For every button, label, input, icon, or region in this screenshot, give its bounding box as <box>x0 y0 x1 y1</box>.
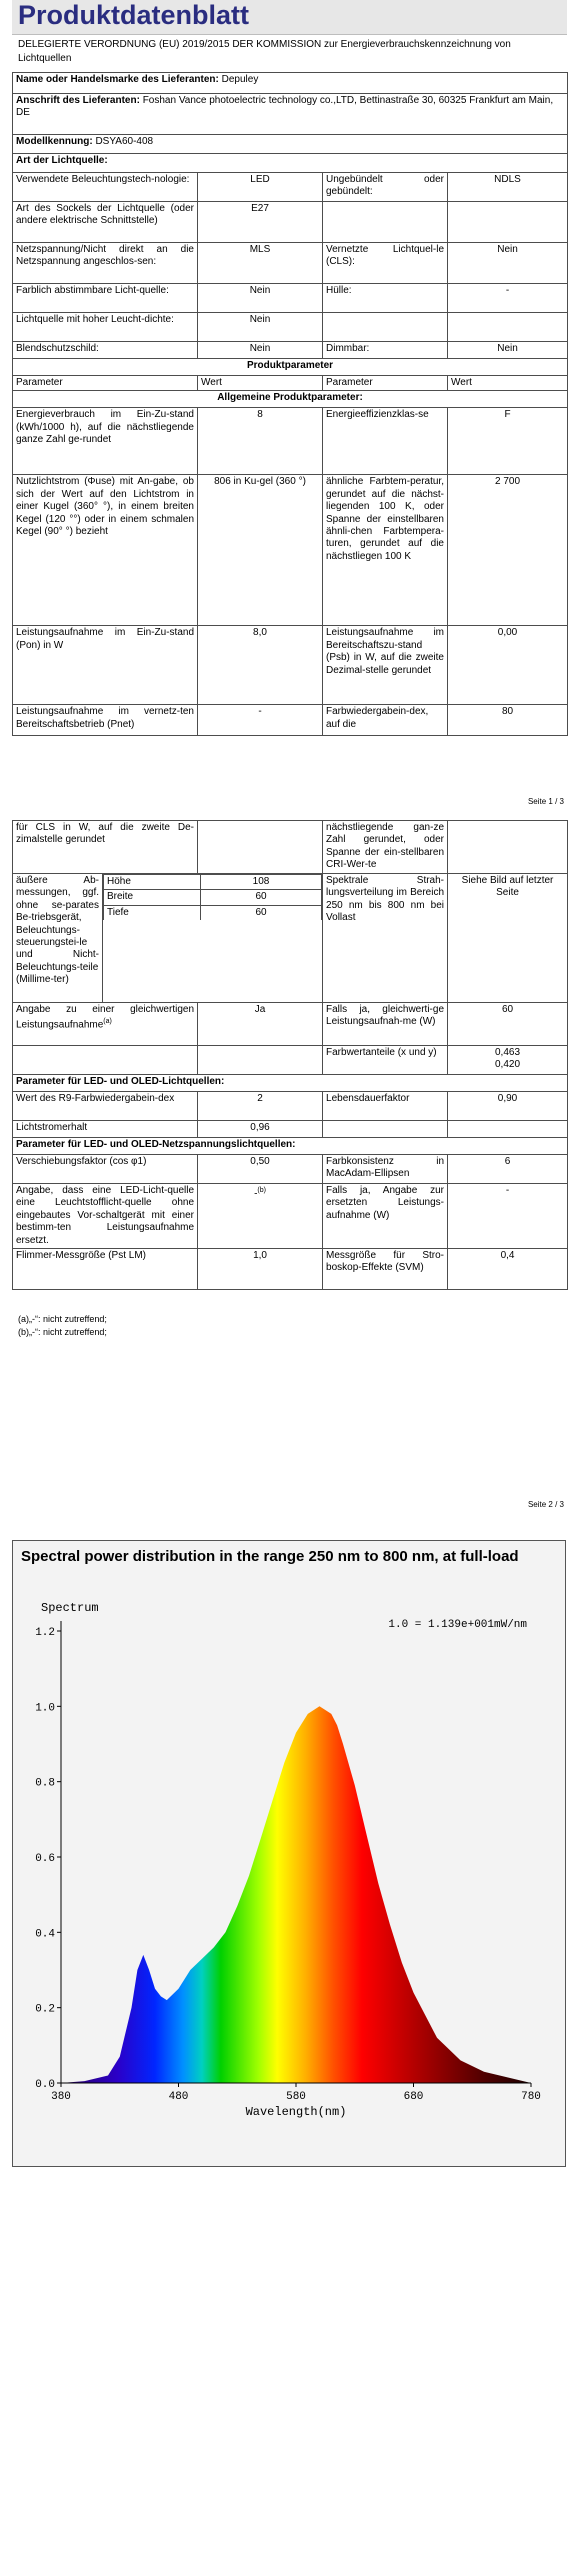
param-label: Verschiebungsfaktor (cos φ1) <box>13 1155 198 1184</box>
x-tick-label: 580 <box>286 2091 306 2103</box>
supplier-value: Depuley <box>221 74 259 85</box>
table-row <box>13 342 568 359</box>
row-value: LED <box>198 173 323 202</box>
x-tick-label: 480 <box>168 2091 189 2103</box>
param-label <box>13 1003 198 1046</box>
param-value: 806 in Ku-gel (360 °) <box>198 475 323 626</box>
table-row <box>13 1121 568 1138</box>
col-parameter: Parameter <box>13 376 198 391</box>
param-value: 8,0 <box>198 626 323 705</box>
row-label: Ungebündelt oder gebündelt: <box>323 173 448 202</box>
spectral-chart-frame <box>12 1540 566 2167</box>
footnote-ref: (a) <box>103 1018 112 1026</box>
row-label: Vernetzte Lichtquel-le (CLS): <box>323 243 448 284</box>
page-1 <box>0 0 576 810</box>
table-row <box>13 626 568 705</box>
param-value: 0,50 <box>198 1155 323 1184</box>
document-title: Produktdatenblatt <box>18 0 250 30</box>
empty-cell <box>198 821 323 874</box>
model-row <box>13 135 568 154</box>
row-value: Nein <box>198 342 323 359</box>
row-value: MLS <box>198 243 323 284</box>
param-value: 2 <box>198 1092 323 1121</box>
param-value <box>448 1046 568 1075</box>
supplier-label: Name oder Handelsmarke des Lieferanten: <box>16 74 219 85</box>
table-row <box>13 408 568 475</box>
led-header-row <box>13 1075 568 1092</box>
param-value: F <box>448 408 568 475</box>
table-row <box>13 874 568 1003</box>
param-label: Energieeffizienzklas-se <box>323 408 448 475</box>
param-value: Ja <box>198 1003 323 1046</box>
row-label: Dimmbar: <box>323 342 448 359</box>
y-tick-label: 0.6 <box>35 1853 55 1865</box>
table-row <box>13 821 568 874</box>
table-row <box>13 1092 568 1121</box>
param-label: Wert des R9-Farbwiedergabein-dex <box>13 1092 198 1121</box>
param-value <box>198 1184 323 1249</box>
col-value: Wert <box>198 376 323 391</box>
param-value: - <box>198 705 323 736</box>
row-label: Lichtquelle mit hoher Leucht-dichte: <box>13 313 198 342</box>
table-row <box>13 1046 568 1075</box>
row-value: - <box>448 284 568 313</box>
model-value: DSYA60-408 <box>95 136 154 147</box>
regulation-text: DELEGIERTE VERORDNUNG (EU) 2019/2015 DER KOMMISSION zur Energieverbrauchskennzeichnung von Lichtquellen <box>18 39 511 64</box>
col-parameter: Parameter <box>323 376 448 391</box>
dimension-value: 60 <box>201 905 322 920</box>
param-label: Farbwiedergabein-dex, auf die <box>323 705 448 736</box>
product-params-header: Produktparameter <box>13 359 568 376</box>
param-label: Leistungsaufnahme im vernetz-ten Bereitschaftsbetrieb (Pnet) <box>13 705 198 736</box>
param-label: Farbwertanteile (x und y) <box>323 1046 448 1075</box>
y-tick-label: 0.0 <box>35 2079 55 2091</box>
param-label: Lebensdauerfaktor <box>323 1092 448 1121</box>
param-label: Messgröße für Stro-boskop-Effekte (SVM) <box>323 1249 448 1290</box>
table-row <box>13 243 568 284</box>
row-label: Hülle: <box>323 284 448 313</box>
row-label: Farblich abstimmbare Licht-quelle: <box>13 284 198 313</box>
param-value: 0,4 <box>448 1249 568 1290</box>
page-number: Seite 1 / 3 <box>527 797 564 806</box>
param-value: 1,0 <box>198 1249 323 1290</box>
footnote-b: (b)„-“: nicht zutreffend; <box>18 1327 107 1337</box>
table-row <box>13 1184 568 1249</box>
row-value <box>448 202 568 243</box>
supplier-row <box>13 73 568 94</box>
spectral-chart <box>13 1541 565 2166</box>
y-tick-label: 0.4 <box>35 1928 55 1941</box>
col-value: Wert <box>448 376 568 391</box>
dimension-value: 108 <box>201 875 322 890</box>
row-label <box>323 313 448 342</box>
address-label: Anschrift des Lieferanten: <box>16 95 140 106</box>
table-row <box>104 890 322 905</box>
param-label: für CLS in W, auf die zweite De-zimalstelle gerundet <box>13 821 198 874</box>
chart-title: Spectral power distribution in the range 250 nm to 800 nm, at full-load <box>21 1548 519 1565</box>
y-tick-label: 1.0 <box>35 1702 55 1715</box>
address-row <box>13 94 568 135</box>
param-value: 80 <box>448 705 568 736</box>
row-label: Verwendete Beleuchtungstech-nologie: <box>13 173 198 202</box>
row-value: Nein <box>448 243 568 284</box>
footnote-a: (a)„-“: nicht zutreffend; <box>18 1314 107 1324</box>
table-row <box>104 905 322 920</box>
general-params-header: Allgemeine Produktparameter: <box>13 391 568 408</box>
dimensions-label: äußere Ab-messungen, ggf. ohne se-parates Be-triebsgerät, Beleuchtungs-steuerungstei-le und Nicht-Beleuchtungs-teile (Millime-ter) <box>13 874 103 1003</box>
param-label: Farbkonsistenz in MacAdam-Ellipsen <box>323 1155 448 1184</box>
scale-annotation: 1.0 = 1.139e+001mW/nm <box>388 1619 527 1631</box>
param-value: 8 <box>198 408 323 475</box>
led-params-header: Parameter für LED- und OLED-Lichtquellen: <box>13 1075 568 1092</box>
param-value: 0,00 <box>448 626 568 705</box>
empty-cell <box>13 1046 198 1075</box>
param-value: Siehe Bild auf letzter Seite <box>448 874 568 1003</box>
empty-cell <box>448 821 568 874</box>
page-3 <box>0 1510 576 2560</box>
param-label: Falls ja, gleichwerti-ge Leistungsaufnah-me (W) <box>323 1003 448 1046</box>
product-params-header-row <box>13 359 568 376</box>
param-label: ähnliche Farbtem-peratur, gerundet auf die nächst-liegenden 100 K, oder Spanne der einstellbaren ähnli-chen Farbtempera-turen, gerundet auf die nächstliegen 100 K <box>323 475 448 626</box>
x-axis-label: Wavelength(nm) <box>245 2105 347 2119</box>
spectrum-area <box>61 1706 531 2083</box>
dimension-name: Tiefe <box>104 905 201 920</box>
table-row <box>13 202 568 243</box>
led-mains-header-row <box>13 1138 568 1155</box>
y-tick-label: 0.8 <box>35 1777 55 1790</box>
general-params-header-row <box>13 391 568 408</box>
y-axis-label: Spectrum <box>41 1601 99 1615</box>
page-2 <box>0 810 576 1510</box>
empty-cell <box>448 1121 568 1138</box>
dimensions-cell <box>103 874 323 1003</box>
param-label: Energieverbrauch im Ein-Zu-stand (kWh/1000 h), auf die nächstliegende ganze Zahl ge-rundet <box>13 408 198 475</box>
led-mains-params-header: Parameter für LED- und OLED-Netzspannungslichtquellen: <box>13 1138 568 1155</box>
table-row <box>104 875 322 890</box>
param-value: 6 <box>448 1155 568 1184</box>
table-row <box>13 1155 568 1184</box>
y-tick-label: 1.2 <box>35 1627 55 1639</box>
param-value: 60 <box>448 1003 568 1046</box>
dimensions-subtable <box>103 874 322 920</box>
empty-cell <box>198 1046 323 1075</box>
footnote-ref: (b) <box>257 1187 266 1194</box>
column-header-row <box>13 376 568 391</box>
info-table <box>12 72 568 736</box>
row-value: E27 <box>198 202 323 243</box>
row-label <box>323 202 448 243</box>
row-value: Nein <box>198 313 323 342</box>
x-tick-label: 780 <box>521 2091 541 2103</box>
equiv-label-text: Angabe zu einer gleichwertigen Leistungsaufnahme <box>16 1004 195 1031</box>
params-table-continued <box>12 820 568 1290</box>
x-tick-label: 380 <box>51 2091 71 2103</box>
param-label: Nutzlichtstrom (Φuse) mit An-gabe, ob sich der Wert auf den Lichtstrom in einer Kugel (360° °), in einem breiten Kegel (120 °°) oder in einem schmalen Kegel (90° °) bezieht <box>13 475 198 626</box>
empty-cell <box>323 1121 448 1138</box>
table-row <box>13 705 568 736</box>
page-number: Seite 2 / 3 <box>527 1500 564 1509</box>
lightsource-type-header-row <box>13 154 568 173</box>
dimension-name: Breite <box>104 890 201 905</box>
lightsource-type-header: Art der Lichtquelle: <box>13 154 568 173</box>
x-tick-label: 680 <box>403 2091 424 2103</box>
row-value <box>448 313 568 342</box>
table-row <box>13 173 568 202</box>
row-label: Blendschutzschild: <box>13 342 198 359</box>
param-label: Falls ja, Angabe zur ersetzten Leistungs-aufnahme (W) <box>323 1184 448 1249</box>
plot-area <box>35 1601 541 2119</box>
table-row <box>13 313 568 342</box>
row-value: NDLS <box>448 173 568 202</box>
param-label: nächstliegende gan-ze Zahl gerundet, oder Spanne der ein-stellbaren CRI-Wer-te <box>323 821 448 874</box>
chroma-x: 0,463 <box>495 1047 521 1058</box>
param-label: Lichtstromerhalt <box>13 1121 198 1138</box>
param-label: Leistungsaufnahme im Ein-Zu-stand (Pon) in W <box>13 626 198 705</box>
param-label: Spektrale Strah-lungsverteilung im Bereich 250 nm bis 800 nm bei Vollast <box>323 874 448 1003</box>
table-row <box>13 284 568 313</box>
param-value: 0,96 <box>198 1121 323 1138</box>
row-value: Nein <box>448 342 568 359</box>
replace-value: - <box>254 1188 258 1200</box>
param-value: 0,90 <box>448 1092 568 1121</box>
address-value: Foshan Vance photoelectric technology co.,LTD, Bettinastraße 30, 60325 Frankfurt am Main, DE <box>16 95 554 119</box>
table-row <box>13 1003 568 1046</box>
row-value: Nein <box>198 284 323 313</box>
dimension-name: Höhe <box>104 875 201 890</box>
param-value: - <box>448 1184 568 1249</box>
table-row <box>13 1249 568 1290</box>
title-bar <box>12 0 567 35</box>
model-label: Modellkennung: <box>16 136 93 147</box>
chroma-y: 0,420 <box>495 1059 521 1071</box>
row-label: Art des Sockels der Lichtquelle (oder andere elektrische Schnittstelle) <box>13 202 198 243</box>
y-tick-label: 0.2 <box>35 2003 55 2016</box>
param-label: Angabe, dass eine LED-Licht-quelle eine Leuchtstofflicht-quelle ohne eingebautes Vor-schaltgerät mit einer bestimm-ten Leistungsaufnahme ersetzt. <box>13 1184 198 1249</box>
dimension-value: 60 <box>201 890 322 905</box>
row-label: Netzspannung/Nicht direkt an die Netzspannung angeschlos-sen: <box>13 243 198 284</box>
table-row <box>13 475 568 626</box>
param-label: Flimmer-Messgröße (Pst LM) <box>13 1249 198 1290</box>
param-label: Leistungsaufnahme im Bereitschaftszu-stand (Psb) in W, auf die zweite Dezimal-stelle gerundet <box>323 626 448 705</box>
param-value: 2 700 <box>448 475 568 626</box>
